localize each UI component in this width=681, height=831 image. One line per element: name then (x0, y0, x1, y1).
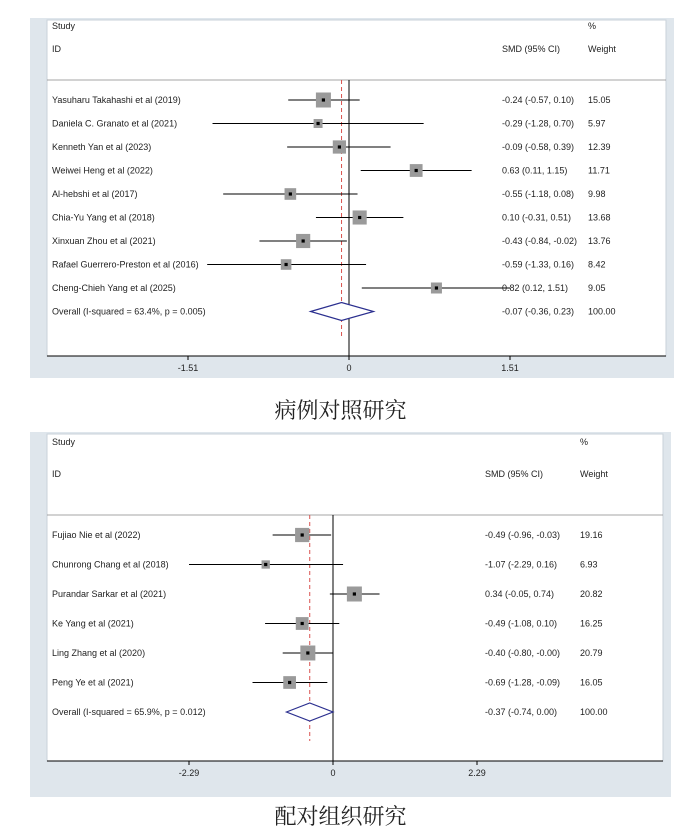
overall-effect-ci: -0.07 (-0.36, 0.23) (502, 306, 575, 317)
point-estimate (358, 216, 361, 219)
overall-label: Overall (I-squared = 63.4%, p = 0.005) (52, 306, 206, 317)
study-label: Chunrong Chang et al (2018) (52, 559, 169, 570)
study-label: Chia-Yu Yang et al (2018) (52, 212, 155, 223)
effect-ci: -0.49 (-1.08, 0.10) (485, 618, 558, 629)
overall-weight: 100.00 (588, 306, 616, 317)
header-percent: % (580, 437, 589, 447)
effect-ci: -0.55 (-1.18, 0.08) (502, 189, 575, 199)
header-effect: SMD (95% CI) (485, 469, 544, 479)
effect-ci: -0.69 (-1.28, -0.09) (485, 677, 561, 688)
x-tick-label: 1.51 (501, 363, 519, 373)
study-weight: 16.25 (580, 618, 603, 629)
study-label: Peng Ye et al (2021) (52, 677, 134, 688)
point-estimate (289, 192, 292, 195)
effect-ci: -1.07 (-2.29, 0.16) (485, 559, 558, 570)
overall-weight: 100.00 (580, 707, 608, 717)
study-weight: 8.42 (588, 259, 606, 270)
study-label: Xinxuan Zhou et al (2021) (52, 236, 156, 246)
study-label: Yasuharu Takahashi et al (2019) (52, 95, 181, 105)
point-estimate (306, 651, 309, 654)
study-label: Weiwei Heng et al (2022) (52, 165, 153, 176)
study-weight: 15.05 (588, 95, 611, 105)
x-tick-label: -2.29 (178, 768, 200, 778)
study-weight: 11.71 (588, 165, 610, 176)
header-effect: SMD (95% CI) (502, 44, 561, 54)
effect-ci: -0.40 (-0.80, -0.00) (485, 648, 561, 658)
point-estimate (338, 145, 341, 148)
header-weight: Weight (588, 44, 616, 54)
point-estimate (284, 263, 287, 266)
effect-ci: 0.10 (-0.31, 0.51) (502, 212, 572, 223)
study-label: Al-hebshi et al (2017) (52, 189, 138, 199)
point-estimate (435, 286, 438, 289)
header-study: Study (52, 21, 76, 31)
forest-plot-case-control (0, 0, 681, 393)
x-tick-label: -1.51 (177, 363, 199, 373)
effect-ci: 0.63 (0.11, 1.15) (502, 165, 568, 176)
overall-label: Overall (I-squared = 65.9%, p = 0.012) (52, 707, 206, 717)
header-id: ID (52, 44, 61, 54)
point-estimate (302, 239, 305, 242)
effect-ci: -0.24 (-0.57, 0.10) (502, 95, 575, 105)
caption-matched-tissue: 配对组织研究 (274, 805, 407, 830)
study-weight: 13.76 (588, 236, 611, 246)
point-estimate (415, 169, 418, 172)
effect-ci: -0.49 (-0.96, -0.03) (485, 530, 561, 540)
effect-ci: -0.59 (-1.33, 0.16) (502, 259, 575, 270)
forest-plot-svg (0, 415, 681, 797)
study-weight: 16.05 (580, 677, 603, 688)
study-label: Daniela C. Granato et al (2021) (52, 118, 178, 129)
x-tick-label: 0 (330, 768, 336, 778)
study-weight: 20.79 (580, 648, 603, 658)
header-id: ID (52, 469, 61, 479)
caption-case-control: 病例对照研究 (274, 399, 407, 424)
study-weight: 20.82 (580, 589, 603, 599)
point-estimate (288, 681, 291, 684)
study-weight: 6.93 (580, 559, 598, 570)
study-label: Cheng-Chieh Yang et al (2025) (52, 283, 176, 293)
study-weight: 13.68 (588, 212, 611, 223)
study-weight: 12.39 (588, 142, 611, 152)
header-percent: % (588, 21, 597, 31)
overall-effect-ci: -0.37 (-0.74, 0.00) (485, 707, 558, 717)
x-tick-label: 2.29 (468, 768, 486, 778)
study-weight: 9.98 (588, 189, 606, 199)
effect-ci: -0.29 (-1.28, 0.70) (502, 118, 575, 129)
study-label: Purandar Sarkar et al (2021) (52, 589, 167, 599)
point-estimate (322, 98, 325, 101)
point-estimate (353, 592, 356, 595)
study-label: Rafael Guerrero-Preston et al (2016) (52, 259, 199, 270)
study-label: Fujiao Nie et al (2022) (52, 530, 141, 540)
study-label: Ling Zhang et al (2020) (52, 648, 146, 658)
forest-plot-matched-tissue (0, 415, 681, 797)
point-estimate (301, 622, 304, 625)
point-estimate (264, 563, 267, 566)
study-weight: 5.97 (588, 118, 606, 129)
study-weight: 9.05 (588, 283, 606, 293)
effect-ci: 0.82 (0.12, 1.51) (502, 283, 569, 293)
x-tick-label: 0 (346, 363, 352, 373)
point-estimate (301, 533, 304, 536)
forest-plot-svg (0, 0, 681, 393)
effect-ci: -0.43 (-0.84, -0.02) (502, 236, 578, 246)
effect-ci: 0.34 (-0.05, 0.74) (485, 589, 555, 599)
effect-ci: -0.09 (-0.58, 0.39) (502, 142, 575, 152)
study-label: Kenneth Yan et al (2023) (52, 142, 152, 152)
study-label: Ke Yang et al (2021) (52, 618, 134, 629)
header-weight: Weight (580, 469, 608, 479)
header-study: Study (52, 437, 76, 447)
study-weight: 19.16 (580, 530, 603, 540)
point-estimate (316, 122, 319, 125)
